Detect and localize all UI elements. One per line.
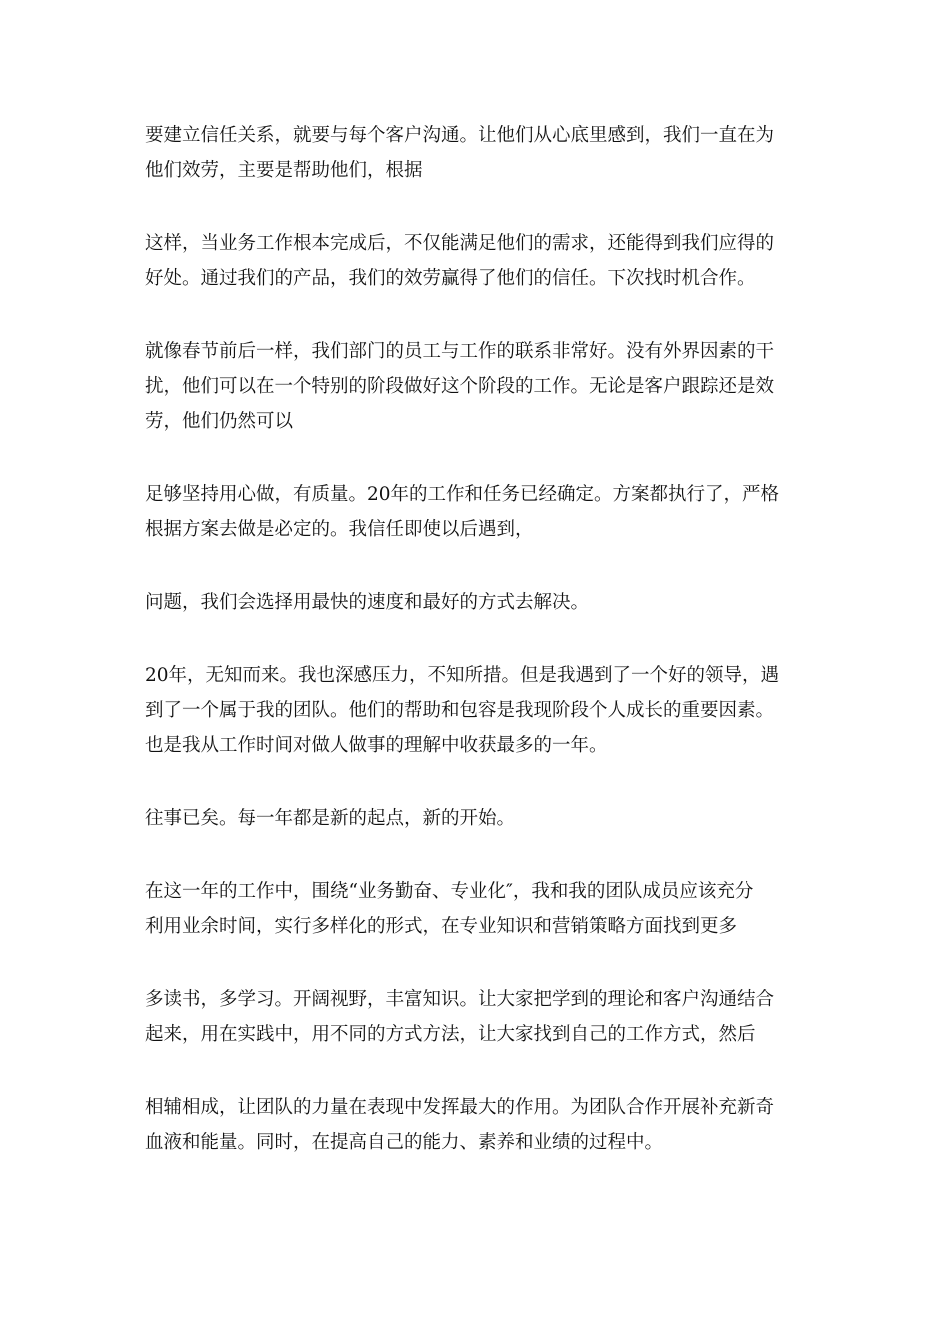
paragraph-6 <box>145 658 805 763</box>
paragraph-gap <box>145 944 805 982</box>
paragraph-line: 20年，无知而来。我也深感压力，不知所措。但是我遇到了一个好的领导，遇 <box>145 665 780 686</box>
paragraph-line: 要建立信任关系，就要与每个客户沟通。让他们从心底里感到，我们一直在为 <box>145 125 775 146</box>
paragraph-line: 根据方案去做是必定的。我信任即使以后遇到， <box>145 519 534 540</box>
paragraph-line: 起来，用在实践中，用不同的方式方法，让大家找到自己的工作方式，然后 <box>145 1024 756 1045</box>
paragraph-1 <box>145 118 805 188</box>
paragraph-line: 他们效劳，主要是帮助他们，根据 <box>145 160 423 181</box>
paragraph-5 <box>145 585 805 620</box>
paragraph-line: 到了一个属于我的团队。他们的帮助和包容是我现阶段个人成长的重要因素。 <box>145 700 775 721</box>
paragraph-10 <box>145 1090 805 1160</box>
paragraph-4 <box>145 477 805 547</box>
paragraph-gap <box>145 620 805 658</box>
paragraph-line: 这样，当业务工作根本完成后，不仅能满足他们的需求，还能得到我们应得的 <box>145 233 775 254</box>
paragraph-gap <box>145 439 805 477</box>
paragraph-line: 在这一年的工作中，围绕“业务勤奋、专业化″，我和我的团队成员应该充分 <box>145 881 754 902</box>
paragraph-7 <box>145 801 805 836</box>
paragraph-line: 利用业余时间，实行多样化的形式，在专业知识和营销策略方面找到更多 <box>145 916 738 937</box>
paragraph-line: 足够坚持用心做，有质量。20年的工作和任务已经确定。方案都执行了，严格 <box>145 484 780 505</box>
paragraph-line: 血液和能量。同时，在提高自己的能力、素养和业绩的过程中。 <box>145 1132 664 1153</box>
paragraph-3 <box>145 334 805 439</box>
paragraph-line: 就像春节前后一样，我们部门的员工与工作的联系非常好。没有外界因素的干 <box>145 341 775 362</box>
paragraph-gap <box>145 1052 805 1090</box>
paragraph-line: 扰，他们可以在一个特别的阶段做好这个阶段的工作。无论是客户跟踪还是效 <box>145 376 775 397</box>
paragraph-line: 劳，他们仍然可以 <box>145 411 294 432</box>
paragraph-gap <box>145 188 805 226</box>
paragraph-line: 往事已矣。每一年都是新的起点，新的开始。 <box>145 808 516 829</box>
paragraph-2 <box>145 226 805 296</box>
paragraph-gap <box>145 547 805 585</box>
paragraph-9 <box>145 982 805 1052</box>
paragraph-gap <box>145 763 805 801</box>
paragraph-line: 相辅相成，让团队的力量在表现中发挥最大的作用。为团队合作开展补充新奇 <box>145 1097 775 1118</box>
paragraph-line: 多读书，多学习。开阔视野，丰富知识。让大家把学到的理论和客户沟通结合 <box>145 989 775 1010</box>
paragraph-line: 好处。通过我们的产品，我们的效劳赢得了他们的信任。下次找时机合作。 <box>145 268 756 289</box>
paragraph-gap <box>145 296 805 334</box>
paragraph-line: 也是我从工作时间对做人做事的理解中收获最多的一年。 <box>145 735 608 756</box>
paragraph-line: 问题，我们会选择用最快的速度和最好的方式去解决。 <box>145 592 590 613</box>
paragraph-gap <box>145 836 805 874</box>
paragraph-8 <box>145 874 805 944</box>
document-body <box>145 118 805 1160</box>
